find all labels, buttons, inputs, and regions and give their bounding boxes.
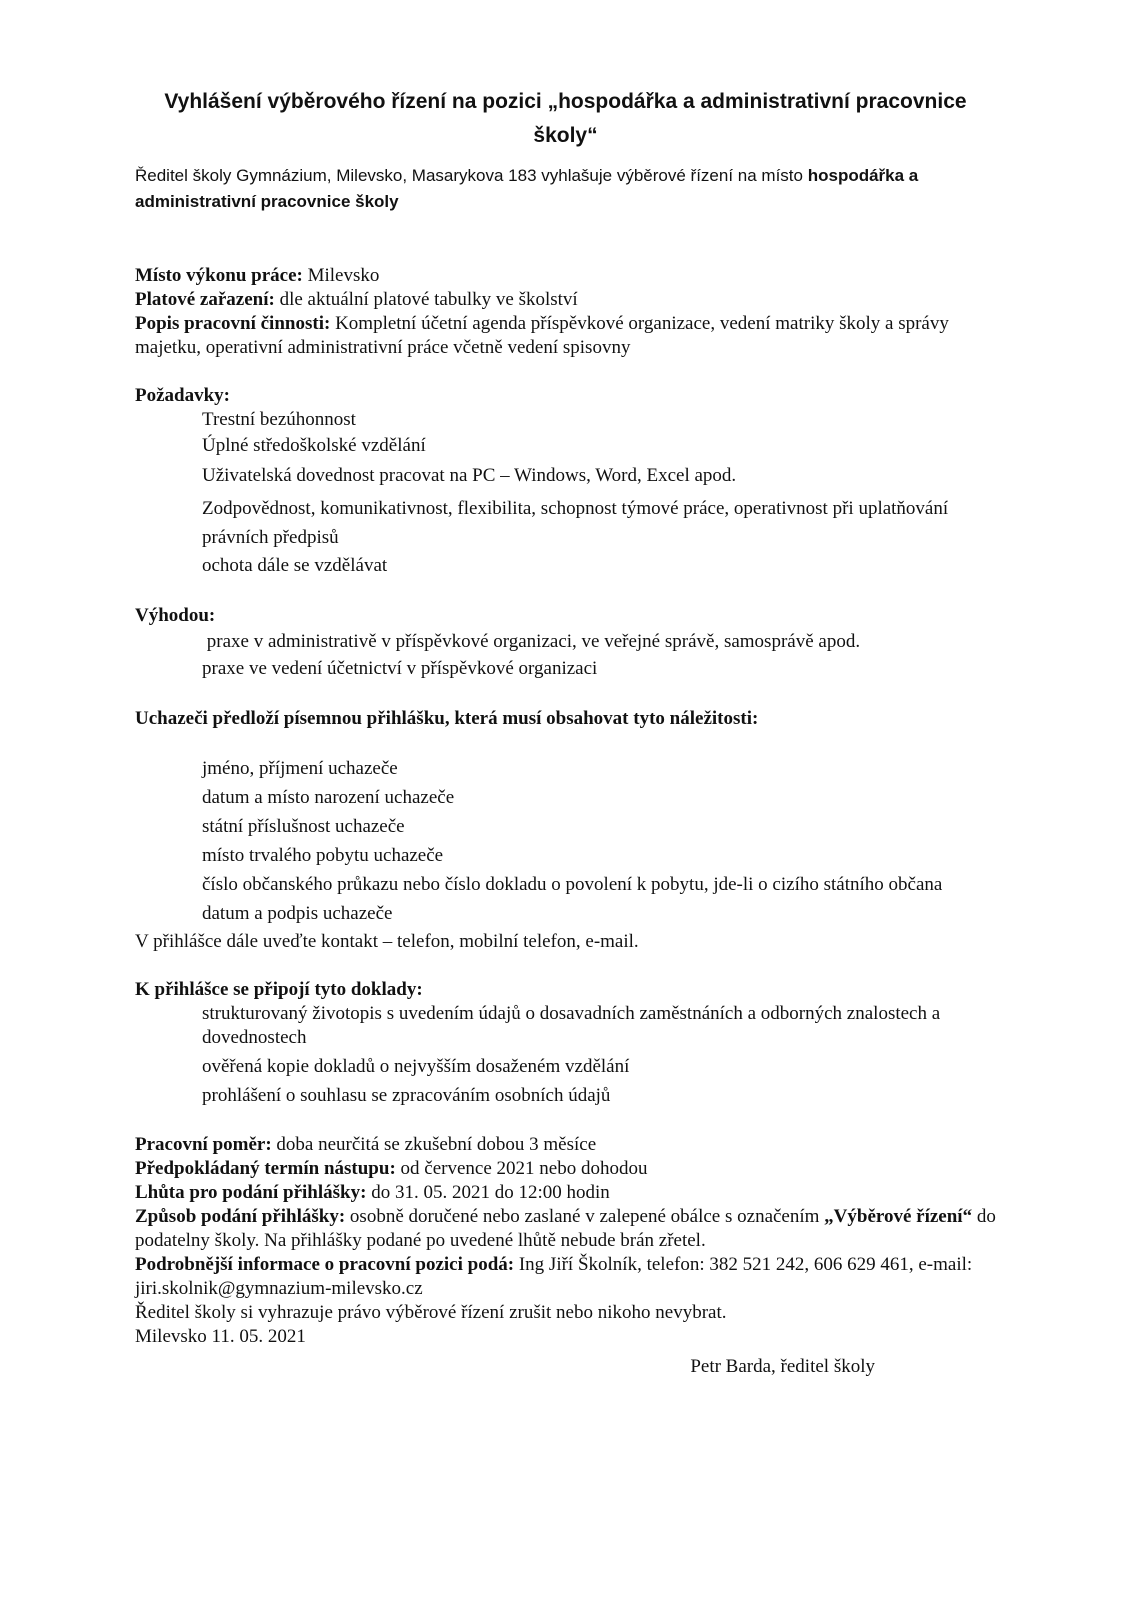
term-info bbox=[135, 1253, 1005, 1301]
documents-list bbox=[135, 1002, 1005, 1108]
detail-label: Místo výkonu práce: bbox=[135, 265, 303, 286]
term-reserve: Ředitel školy si vyhrazuje právo výběrové řízení zrušit nebo nikoho nevybrat. bbox=[135, 1302, 727, 1323]
list-item: ověřená kopie dokladů o nejvyšším dosaženém vzdělání bbox=[202, 1056, 630, 1077]
intro-paragraph bbox=[135, 163, 1005, 215]
term-label: Podrobnější informace o pracovní pozici podá: bbox=[135, 1254, 515, 1275]
term-label: Předpokládaný termín nástupu: bbox=[135, 1158, 396, 1179]
advantage-list bbox=[135, 630, 1005, 681]
documents-heading: K přihlášce se připojí tyto doklady: bbox=[135, 979, 423, 1000]
signature: Petr Barda, ředitel školy bbox=[690, 1356, 875, 1377]
list-item: datum a podpis uchazeče bbox=[202, 903, 393, 924]
place-date: Milevsko 11. 05. 2021 bbox=[135, 1326, 306, 1347]
list-item: Trestní bezúhonnost bbox=[202, 409, 356, 430]
advantage-heading: Výhodou: bbox=[135, 605, 216, 626]
term-deadline bbox=[135, 1181, 1005, 1205]
list-item: jméno, příjmení uchazeče bbox=[202, 758, 398, 779]
application-note: V přihlášce dále uveďte kontakt – telefon, mobilní telefon, e-mail. bbox=[135, 931, 639, 952]
list-item: praxe v administrativě v příspěvkové organizaci, ve veřejné správě, samosprávě apod. bbox=[202, 631, 861, 652]
list-item: místo trvalého pobytu uchazeče bbox=[202, 845, 444, 866]
term-label: Lhůta pro podání přihlášky: bbox=[135, 1182, 367, 1203]
term-method bbox=[135, 1205, 1005, 1253]
list-item: ochota dále se vzdělávat bbox=[202, 555, 388, 576]
list-item: Uživatelská dovednost pracovat na PC – Windows, Word, Excel apod. bbox=[202, 465, 737, 486]
detail-salary bbox=[135, 288, 1005, 312]
list-item: datum a místo narození uchazeče bbox=[202, 787, 455, 808]
list-item: Úplné středoškolské vzdělání bbox=[202, 435, 426, 456]
list-item: strukturovaný životopis s uvedením údajů o dosavadních zaměstnáních a odborných znalostech a dovednostech bbox=[202, 1003, 941, 1048]
detail-description bbox=[135, 312, 1005, 360]
detail-label: Popis pracovní činnosti: bbox=[135, 313, 331, 334]
intro-text: Ředitel školy Gymnázium, Milevsko, Masarykova 183 vyhlašuje výběrové řízení na místo bbox=[135, 166, 808, 185]
term-marker: „Výběrové řízení“ bbox=[824, 1206, 973, 1227]
application-list bbox=[135, 757, 1005, 926]
intro-position: hospodářka a administrativní pracovnice školy bbox=[135, 166, 919, 211]
term-value: od července 2021 nebo dohodou bbox=[395, 1158, 648, 1179]
detail-place bbox=[135, 264, 1005, 288]
detail-value: dle aktuální platové tabulky ve školství bbox=[274, 289, 578, 310]
term-start bbox=[135, 1157, 1005, 1181]
application-heading: Uchazeči předloží písemnou přihlášku, která musí obsahovat tyto náležitosti: bbox=[135, 708, 759, 729]
list-item: Zodpovědnost, komunikativnost, flexibilita, schopnost týmové práce, operativnost při uplatňování právních předpisů bbox=[202, 498, 949, 548]
term-employment bbox=[135, 1133, 1005, 1157]
term-value: do 31. 05. 2021 do 12:00 hodin bbox=[366, 1182, 610, 1203]
list-item: státní příslušnost uchazeče bbox=[202, 816, 405, 837]
term-value: doba neurčitá se zkušební dobou 3 měsíce bbox=[271, 1134, 597, 1155]
term-label: Způsob podání přihlášky: bbox=[135, 1206, 346, 1227]
requirements-list bbox=[135, 408, 1005, 578]
document-title: Vyhlášení výběrového řízení na pozici „hospodářka a administrativní pracovnice školy“ bbox=[164, 90, 967, 147]
detail-label: Platové zařazení: bbox=[135, 289, 275, 310]
term-value: Ing Jiří Školník, telefon: 382 521 242, 606 629 461, e-mail: jiri.skolnik@gymnazium-milevsko.cz bbox=[135, 1254, 973, 1299]
detail-value: Kompletní účetní agenda příspěvkové organizace, vedení matriky školy a správy majetku, operativní administrativní práce včetně vedení spisovny bbox=[135, 313, 949, 358]
term-label: Pracovní poměr: bbox=[135, 1134, 272, 1155]
document-body bbox=[135, 264, 1005, 1379]
list-item: praxe ve vedení účetnictví v příspěvkové organizaci bbox=[202, 658, 598, 679]
requirements-heading: Požadavky: bbox=[135, 385, 230, 406]
detail-value: Milevsko bbox=[302, 265, 380, 286]
term-value: osobně doručené nebo zaslané v zalepené obálce s označením bbox=[345, 1206, 825, 1227]
list-item: číslo občanského průkazu nebo číslo dokladu o povolení k pobytu, jde-li o cizího státního občana bbox=[202, 874, 943, 895]
list-item: prohlášení o souhlasu se zpracováním osobních údajů bbox=[202, 1085, 611, 1106]
term-value: do podatelny školy. Na přihlášky podané po uvedené lhůtě nebude brán zřetel. bbox=[135, 1206, 996, 1251]
